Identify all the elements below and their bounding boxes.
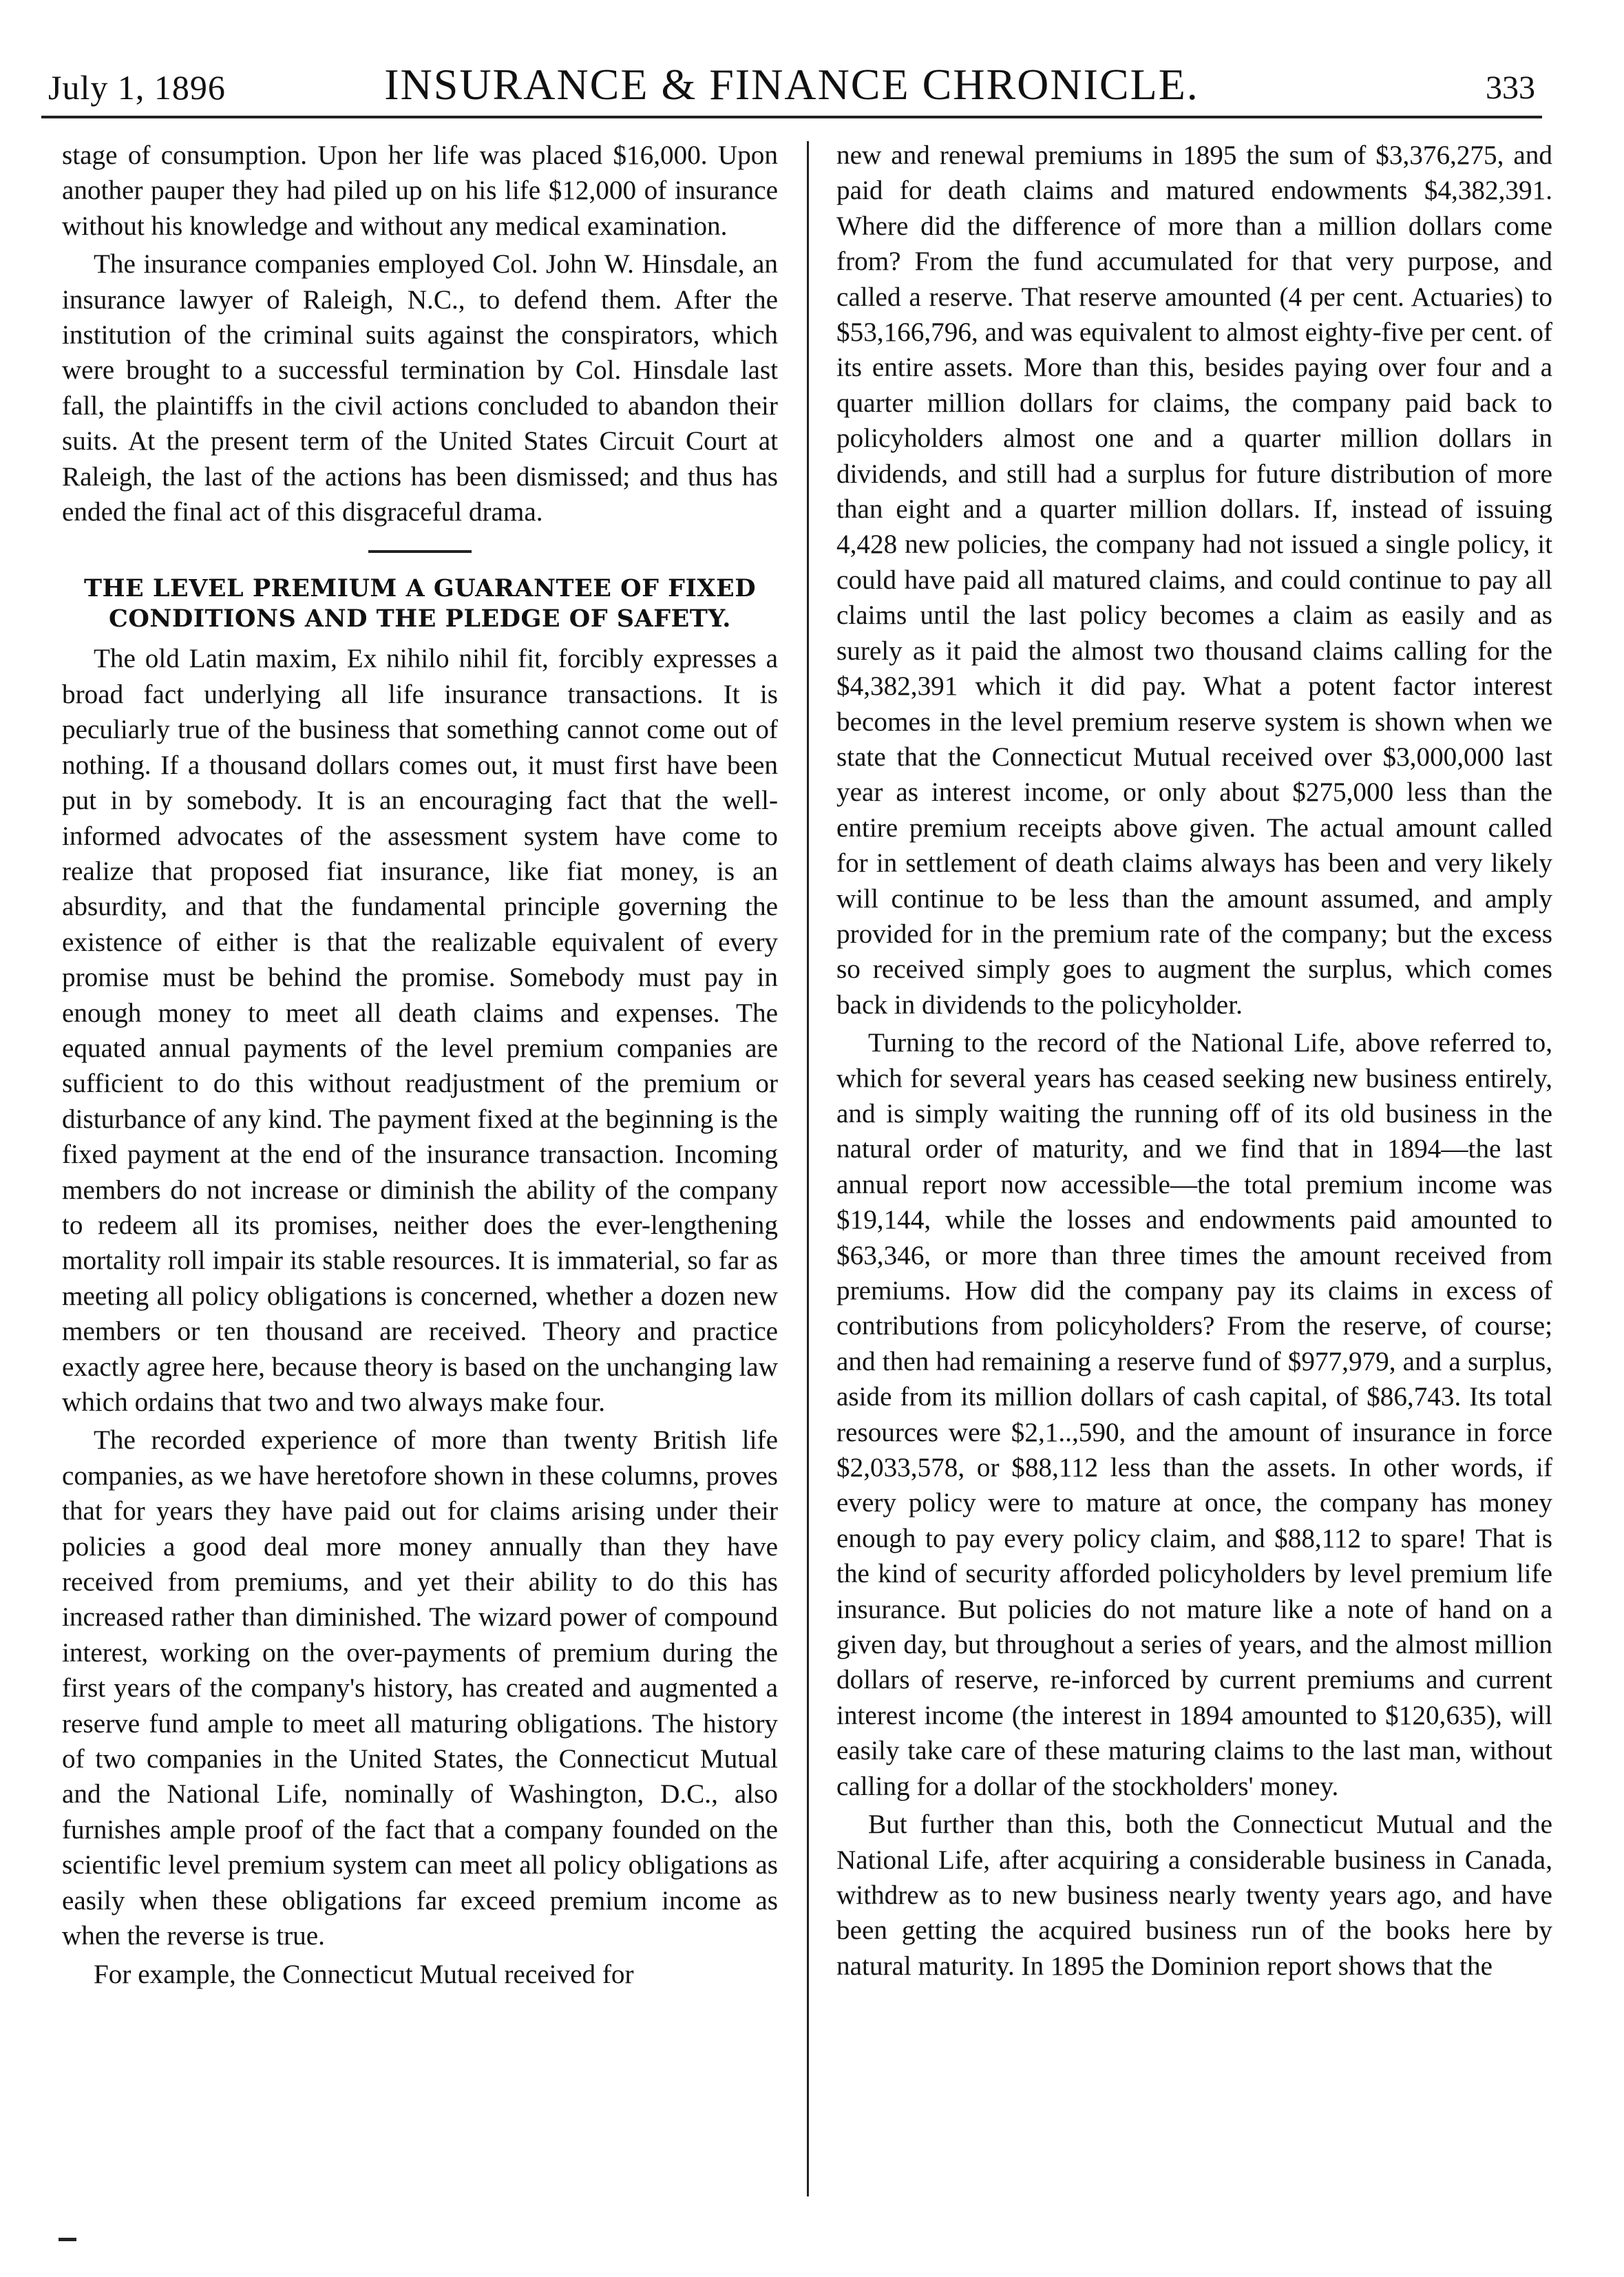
- paragraph: stage of consumption. Upon her life was placed $16,000. Upon another pauper they had piled up on his life $12,000 of insurance without his knowledge and without any medical examination.: [62, 140, 778, 241]
- page-number: 333: [1486, 70, 1535, 106]
- paragraph: new and renewal premiums in 1895 the sum of $3,376,275, and paid for death claims and matured endowments $4,382,391. Where did the difference of more than a million dollars come from? From the fund accumulated for that very purpose, and called a reserve. That reserve amounted (4 per cent. Actuaries) to $53,166,796, and was equivalent to almost eighty-five per cent. of its entire assets. More than this, besides paying over four and a quarter million dollars for claims, the company paid back to policyholders almost one and a quarter million dollars in dividends, and still had a surplus for future distribution of more than eight and a quarter million dollars. If, instead of issuing 4,428 new policies, the company had not issued a single policy, it could have paid all matured claims, and could continue to pay all claims until the last policy becomes a claim as easily and as surely as it paid the almost two thousand claims calling for the $4,382,391 which it did pay. What a potent factor interest becomes in the level premium reserve system is shown when we state that the Connecticut Mutual received over $3,000,000 last year as interest income, or only about $275,000 less than the entire premium receipts above given. The actual amount called for in settlement of death claims always has been and very likely will continue to be less than the amount assumed, and amply provided for in the premium rate of the company; but the excess so received simply goes to augment the surplus, which comes back in dividends to the policyholder.: [836, 140, 1552, 1020]
- article-heading: THE LEVEL PREMIUM A GUARANTEE OF FIXED CONDITIONS AND THE PLEDGE OF SAFETY.: [83, 574, 757, 633]
- paragraph: The recorded experience of more than twenty British life companies, as we have heretofore shown in these columns, proves that for years they have paid out for claims arising under their policies a good deal more money annually than they have received from premiums, and yet their ability to do this has increased rather than diminished. The wizard power of compound interest, working on the over-payments of premium during the first years of the company's history, has created and augmented a reserve fund ample to meet all maturing obligations. The history of two companies in the United States, the Connecticut Mutual and the National Life, nominally of Washington, D.C., also furnishes ample proof of the fact that a company founded on the scientific level premium system can meet all policy obligations as easily when these obligations far exceed premium income as when the reverse is true.: [62, 1425, 778, 1951]
- margin-mark: [59, 2238, 76, 2241]
- paragraph: But further than this, both the Connecticut Mutual and the National Life, after acquiring a considerable business in Canada, withdrew as to new business nearly twenty years ago, and have been getting the acquired business run of the books here by natural maturity. In 1895 the Dominion report shows that the: [836, 1809, 1552, 1981]
- page-header: [41, 54, 1542, 118]
- paragraph: The old Latin maxim, Ex nihilo nihil fit, forcibly expresses a broad fact underlying all life insurance transactions. It is peculiarly true of the business that something cannot come out of nothing. If a thousand dollars comes out, it must first have been put in by somebody. It is an encouraging fact that the well-informed advocates of the assessment system have come to realize that proposed fiat insurance, like fiat money, is an absurdity, and that the fundamental principle governing the existence of either is that the realizable equivalent of every promise must be behind the promise. Somebody must pay in enough money to meet all death claims and expenses. The equated annual payments of the level premium companies are sufficient to do this without readjustment of the premium or disturbance of any kind. The payment fixed at the beginning is the fixed payment at the end of the insurance transaction. Incoming members do not increase or diminish the ability of the company to redeem all its promises, neither does the ever-lengthening mortality roll impair its stable resources. It is immaterial, so far as meeting all policy obligations is concerned, whether a dozen new members or ten thousand are received. Theory and practice exactly agree here, because theory is based on the unchanging law which ordains that two and two always make four.: [62, 644, 778, 1417]
- right-column: [836, 138, 1552, 2190]
- paragraph: The insurance companies employed Col. John W. Hinsdale, an insurance lawyer of Raleigh, N.C., to defend them. After the institution of the criminal suits against the conspirators, which were brought to a successful termination by Col. Hinsdale last fall, the plaintiffs in the civil actions concluded to abandon their suits. At the present term of the United States Circuit Court at Raleigh, the last of the actions has been dismissed; and thus has ended the final act of this disgraceful drama.: [62, 249, 778, 527]
- paragraph: For example, the Connecticut Mutual received for: [94, 1959, 634, 1989]
- issue-date: July 1, 1896: [48, 68, 226, 107]
- column-rule: [807, 141, 809, 2196]
- publication-title: INSURANCE & FINANCE CHRONICLE.: [384, 60, 1199, 109]
- section-divider: [368, 550, 472, 553]
- paragraph: Turning to the record of the National Life, above referred to, which for several years has ceased seeking new business entirely, and is simply waiting the running off of its old business in the natural order of maturity, and we find that in 1894—the last annual report now accessible—the total premium income was $19,144, while the losses and endowments paid amounted to $63,346, or more than three times the amount received from premiums. How did the company pay its claims in excess of contributions from policyholders? From the reserve, of course; and then had remaining a reserve fund of $977,979, and a surplus, aside from its million dollars of cash capital, of $86,743. Its total resources were $2,1..,590, and the amount of insurance in force $2,033,578, or $88,112 less than the assets. In other words, if every policy were to mature at once, the company has money enough to pay every policy claim, and $88,112 to spare! That is the kind of security afforded policyholders by level premium life insurance. But policies do not mature like a note of hand on a given day, but throughout a series of years, and the almost million dollars of reserve, re-inforced by current premiums and current interest income (the interest in 1894 amounted to $120,635), will easily take care of these maturing claims to the last man, without calling for a dollar of the stockholders' money.: [836, 1028, 1552, 1801]
- left-column: [62, 138, 778, 2190]
